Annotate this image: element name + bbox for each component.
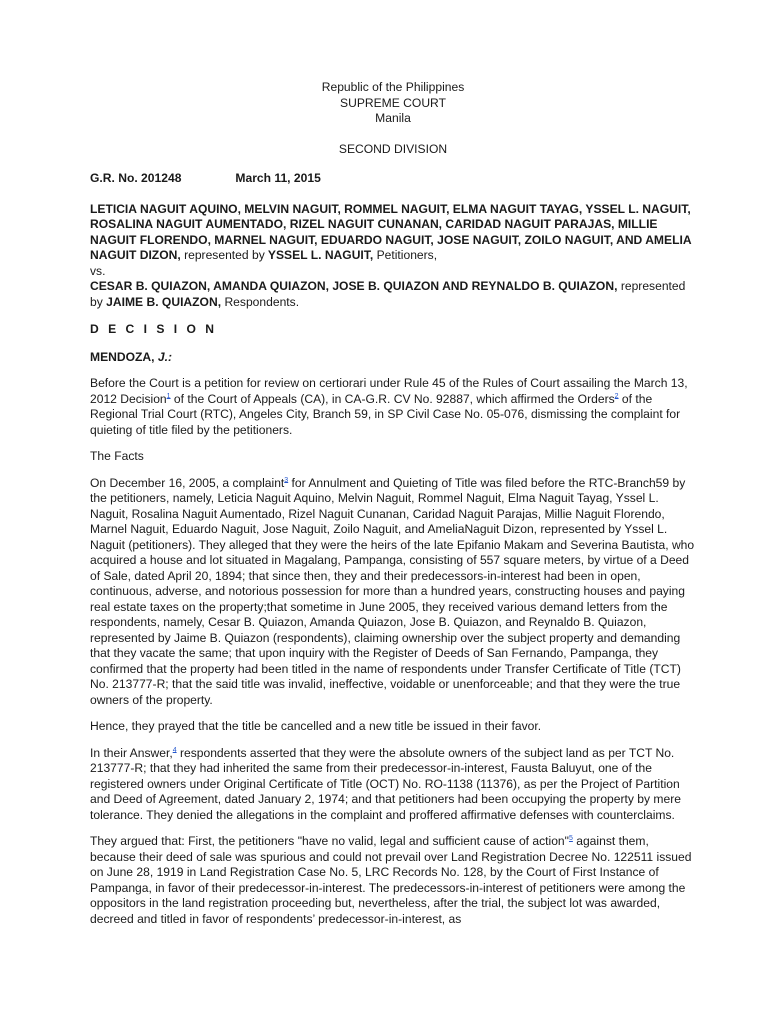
versus: vs. bbox=[90, 263, 106, 278]
decision-heading: D E C I S I O N bbox=[90, 322, 217, 336]
paragraph-facts: On December 16, 2005, a complaint$^3$ for Annulment and Quieting of Title was filed before the RTC-Branch59 by the petitioners, namely, Leticia Naguit Aquino, Melvin Naguit, Rommel Naguit, Elma Naguit Tayag, Yssel L. Naguit, Rosalina Naguit Aumentado, Rizel Naguit Cunanan, Caridad Naguit Parajas, Millie Naguit Florendo, Marnel Naguit, Eduardo Naguit, Jose Naguit, Zoilo Naguit, and AmeliaNaguit Dizon, represented by Yssel L. Naguit (petitioners). They alleged that they were the heirs of the late Epifanio Makam and Severina Bautista, who acquired a house and lot situated in Magalang, Pampanga, consisting of 557 square meters, by virtue of a Deed of Sale, dated April 20, 1894; that since then, they and their predecessors-in-interest had been in open, continuous, adverse, and notorious possession for more than a hundred years, constructing houses and paying real estate taxes on the property;that sometime in June 2005, they received various demand letters from the respondents, namely, Cesar B. Quiazon, Amanda Quiazon, Jose B. Quiazon, and Reynaldo B. Quiazon, represented by Jaime B. Quiazon (respondents), claiming ownership over the subject property and demanding that they vacate the same; that upon inquiry with the Register of Deeds of San Fernando, Pampanga, they confirmed that the property had been titled in the name of respondents under Transfer Certificate of Title (TCT) No. 213777-R; that the said title was invalid, ineffective, voidable or unenforceable; and that they were the true owners of the property. bbox=[90, 475, 695, 707]
ponente-title: J.: bbox=[157, 349, 172, 364]
footnote-link-5[interactable]: 5 bbox=[568, 834, 573, 842]
facts-heading: The Facts bbox=[90, 449, 144, 463]
footnote-link-3[interactable]: 3 bbox=[284, 476, 289, 484]
court-location: Manila bbox=[375, 111, 411, 125]
respondents-names: CESAR B. QUIAZON, AMANDA QUIAZON, JOSE B. QUIAZON AND REYNALDO B. QUIAZON, bbox=[90, 279, 618, 293]
footnote-link-1[interactable]: 1 bbox=[166, 392, 171, 400]
petitioners-label: Petitioners, bbox=[376, 248, 438, 262]
ponente-line bbox=[90, 350, 696, 366]
court-header bbox=[90, 80, 696, 127]
respondents-representative: JAIME B. QUIAZON, bbox=[106, 294, 222, 309]
petitioners-block bbox=[90, 202, 696, 264]
court-name: SUPREME COURT bbox=[340, 95, 446, 110]
petitioners-names: LETICIA NAGUIT AQUINO, MELVIN NAGUIT, ROMMEL NAGUIT, ELMA NAGUIT TAYAG, YSSEL L. NAGUIT, ROSALINA NAGUIT AUMENTADO, RIZEL NAGUIT CUNANAN, CARIDAD NAGUIT PARAJAS, MILLIE NAGUIT FLORENDO, MARNEL NAGUIT, EDUARDO NAGUIT, JOSE NAGUIT, ZOILO NAGUIT, AND AMELIA NAGUIT DIZON, bbox=[90, 201, 692, 262]
paragraph-arguments: They argued that: First, the petitioners "have no valid, legal and sufficient cause of action"$^5$ against them, because their deed of sale was spurious and could not prevail over Land Registration Decree No. 122511 issued on June 28, 1919 in Land Registration Case No. 5, LRC Records No. 128, by the Court of First Instance of Pampanga, in favor of their predecessor-in-interest. The predecessors-in-interest of petitioners were among the oppositors in the land registration proceeding but, nevertheless, after the trial, the subject lot was awarded, decreed and titled in favor of respondents’ predecessor-in-interest, as bbox=[90, 834, 692, 926]
case-date: March 11, 2015 bbox=[235, 171, 321, 185]
paragraph-intro: Before the Court is a petition for review on certiorari under Rule 45 of the Rules of Court assailing the March 13, 2012 Decision$^1$ of the Court of Appeals (CA), in CA-G.R. CV No. 92887, which affirmed the Orders$^2$ of the Regional Trial Court (RTC), Angeles City, Branch 59, in SP Civil Case No. 05-076, dismissing the complaint for quieting of title filed by the petitioners. bbox=[90, 376, 688, 437]
footnote-link-2[interactable]: 2 bbox=[614, 392, 619, 400]
footnote-link-4[interactable]: 4 bbox=[172, 746, 177, 754]
respondents-rep-prefix: represented by bbox=[90, 279, 686, 309]
paragraph-answer: In their Answer,$^4$ respondents asserted that they were the absolute owners of the subject land as per TCT No. 213777-R; that they had inherited the same from their predecessor-in-interest, Fausta Baluyut, one of the registered owners under Original Certificate of Title (OCT) No. RO-1138 (11376), as per the Project of Partition and Deed of Agreement, dated January 2, 1974; and that petitioners had been occupying the property by mere tolerance. They denied the allegations in the complaint and proffered affirmative defenses with counterclaims. bbox=[90, 745, 681, 822]
respondents-label: Respondents. bbox=[224, 294, 300, 309]
republic-line: Republic of the Philippines bbox=[321, 80, 465, 94]
case-number-line bbox=[90, 171, 696, 187]
respondents-block bbox=[90, 279, 696, 310]
division-heading: SECOND DIVISION bbox=[338, 141, 448, 156]
case-number: G.R. No. 201248 bbox=[90, 171, 182, 185]
paragraph-prayer: Hence, they prayed that the title be cancelled and a new title be issued in their favor. bbox=[90, 719, 542, 733]
ponente-name: MENDOZA, bbox=[90, 349, 155, 364]
petitioners-representative: YSSEL L. NAGUIT, bbox=[267, 248, 374, 262]
petitioners-rep-prefix: represented by bbox=[184, 248, 265, 262]
